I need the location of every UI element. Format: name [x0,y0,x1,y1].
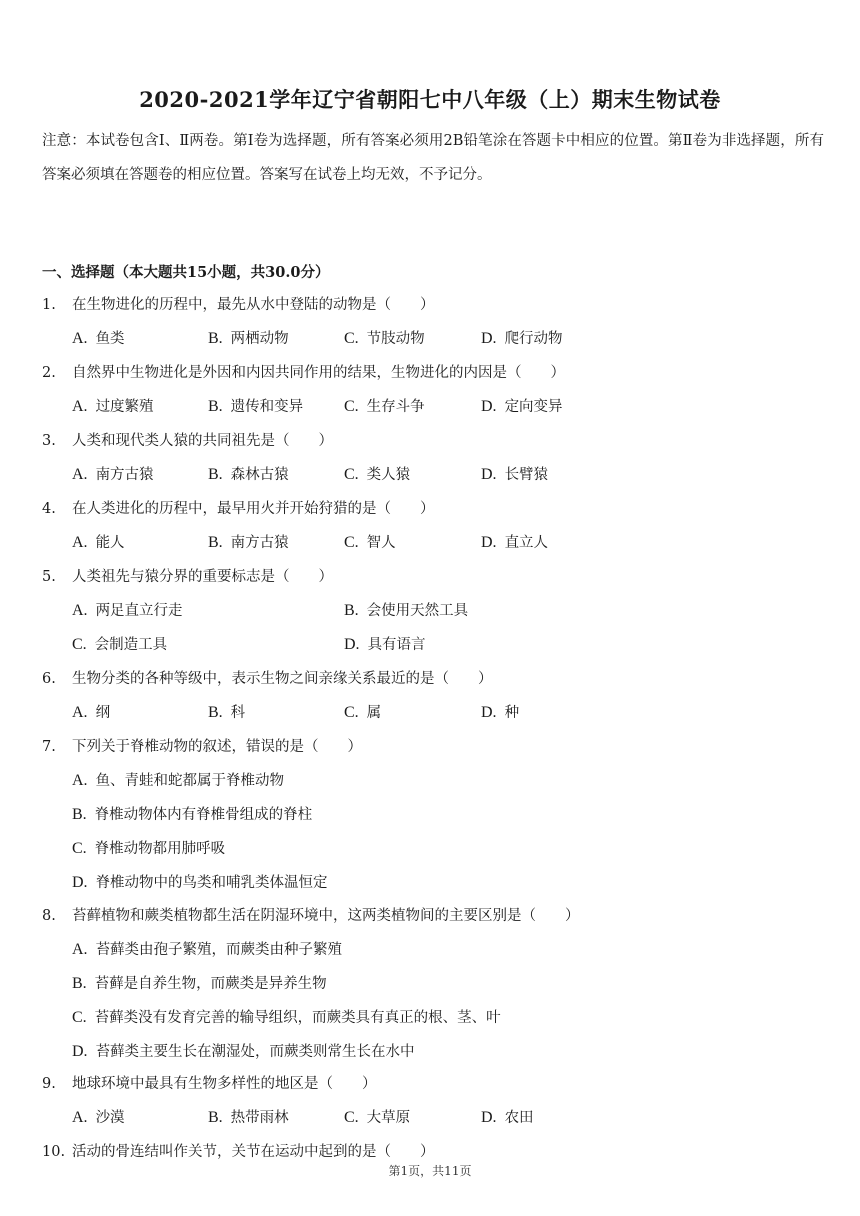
option-text: 脊椎动物中的鸟类和哺乳类体温恒定 [95,875,328,891]
question-number: 10. [42,1144,66,1160]
question [42,1067,832,1101]
option [481,458,548,492]
option [72,798,312,832]
option [344,526,396,560]
option-letter: B. [208,1109,223,1126]
option [481,322,563,356]
option [72,458,154,492]
option-text: 森林古猿 [230,467,289,483]
option-letter: C. [344,534,359,551]
option-letter: D. [481,1109,497,1126]
question [42,560,832,594]
option-text: 鱼类 [95,331,125,347]
option [72,1001,501,1035]
option-text: 苔藓类由孢子繁殖，而蕨类由种子繁殖 [95,942,343,958]
question-number: 3. [42,433,56,449]
page-footer: 第1页，共11页 [388,1164,472,1178]
option-letter: B. [208,398,223,415]
option [72,322,125,356]
option-letter: D. [481,534,497,551]
option-text: 智人 [366,535,396,551]
question-number: 6. [42,671,56,687]
option-letter: C. [344,330,359,347]
option [344,696,381,730]
question-text: 在生物进化的历程中，最先从水中登陆的动物是（ ） [72,297,435,313]
option-text: 属 [366,705,382,721]
option-letter: D. [481,466,497,483]
question [42,730,832,764]
question-text: 苔藓植物和蕨类植物都生活在阴湿环境中，这两类植物间的主要区别是（ ） [72,908,580,924]
option-letter: C. [72,636,87,653]
option-text: 能人 [95,535,125,551]
option [344,628,426,662]
option-text: 类人猿 [366,467,411,483]
option-letter: B. [208,330,223,347]
question-text: 活动的骨连结叫作关节，关节在运动中起到的是（ ） [72,1144,435,1160]
option [208,526,289,560]
question-number: 9. [42,1076,56,1092]
option-letter: B. [208,466,223,483]
option [344,594,468,628]
option-text: 节肢动物 [366,331,425,347]
option [72,967,327,1001]
option-letter: D. [72,874,88,891]
option [344,390,425,424]
option [481,390,563,424]
option-text: 具有语言 [367,637,426,653]
question-text: 人类祖先与猿分界的重要标志是（ ） [72,569,333,585]
option-text: 过度繁殖 [95,399,154,415]
option-letter: D. [344,636,360,653]
question [42,288,832,322]
option-text: 遗传和变异 [230,399,304,415]
option [72,594,183,628]
option-text: 脊椎动物都用肺呼吸 [94,841,226,857]
option [72,1101,125,1135]
option [208,696,245,730]
question [42,662,832,696]
option [208,390,303,424]
option-letter: D. [481,704,497,721]
option-letter: C. [344,466,359,483]
option-letter: B. [72,806,87,823]
option-text: 直立人 [504,535,549,551]
option [72,866,328,900]
option-text: 爬行动物 [504,331,563,347]
option [208,1101,289,1135]
option [481,526,548,560]
option [72,933,342,967]
option-letter: A. [72,1109,88,1126]
option [72,390,154,424]
option-letter: C. [72,1009,87,1026]
exam-notice: 注意：本试卷包含Ⅰ、Ⅱ两卷。第Ⅰ卷为选择题，所有答案必须用2B铅笔涂在答题卡中相应的位置。第Ⅱ卷为非选择题，所有答案必须填在答题卷的相应位置。答案写在试卷上均无效，不予记分。 [42,133,824,183]
option-letter: D. [481,330,497,347]
option-text: 苔藓类没有发育完善的输导组织，而蕨类具有真正的根、茎、叶 [94,1010,501,1026]
option-text: 脊椎动物体内有脊椎骨组成的脊柱 [94,807,313,823]
option [72,526,125,560]
question-number: 8. [42,908,56,924]
option-letter: C. [344,398,359,415]
question-text: 人类和现代类人猿的共同祖先是（ ） [72,433,333,449]
option-letter: A. [72,330,88,347]
option [72,832,225,866]
option-text: 长臂猿 [504,467,549,483]
option-letter: A. [72,466,88,483]
option-text: 生存斗争 [366,399,425,415]
option-letter: D. [72,1043,88,1060]
question [42,899,832,933]
option-text: 热带雨林 [230,1110,289,1126]
page-title: 2020-2021学年辽宁省朝阳七中八年级（上）期末生物试卷 [139,87,721,112]
option-letter: D. [481,398,497,415]
option-text: 苔藓是自养生物，而蕨类是异养生物 [94,976,327,992]
option [344,458,410,492]
option-text: 苔藓类主要生长在潮湿处，而蕨类则常生长在水中 [95,1044,415,1060]
option-text: 科 [230,705,246,721]
question [42,356,832,390]
option [344,322,425,356]
option-letter: A. [72,704,88,721]
option-text: 农田 [504,1110,534,1126]
question-number: 7. [42,739,56,755]
question-text: 地球环境中最具有生物多样性的地区是（ ） [72,1076,377,1092]
question-text: 下列关于脊椎动物的叙述，错误的是（ ） [72,739,362,755]
option-letter: B. [208,704,223,721]
option-text: 会制造工具 [94,637,168,653]
option-letter: C. [344,1109,359,1126]
option [481,1101,534,1135]
question-number: 2. [42,365,56,381]
option-letter: A. [72,602,88,619]
option-text: 纲 [95,705,111,721]
option-text: 鱼、青蛙和蛇都属于脊椎动物 [95,773,285,789]
option-letter: B. [208,534,223,551]
question-text: 生物分类的各种等级中，表示生物之间亲缘关系最近的是（ ） [72,671,493,687]
question-text: 自然界中生物进化是外因和内因共同作用的结果，生物进化的内因是（ ） [72,365,565,381]
question-number: 4. [42,501,56,517]
option-letter: A. [72,941,88,958]
option-letter: C. [344,704,359,721]
question [42,424,832,458]
option-letter: A. [72,398,88,415]
option-letter: B. [344,602,359,619]
option-letter: A. [72,772,88,789]
option [72,696,110,730]
question-text: 在人类进化的历程中，最早用火并开始狩猎的是（ ） [72,501,435,517]
option-text: 两足直立行走 [95,603,183,619]
option-letter: C. [72,840,87,857]
option-letter: B. [72,975,87,992]
option [481,696,519,730]
option-text: 定向变异 [504,399,563,415]
option [208,458,289,492]
section-title: 一、选择题（本大题共15小题，共30.0分） [42,264,330,281]
question [42,492,832,526]
option [72,1035,415,1069]
option-text: 两栖动物 [230,331,289,347]
option-text: 南方古猿 [230,535,289,551]
option [208,322,289,356]
option [72,628,167,662]
option-text: 沙漠 [95,1110,125,1126]
option [72,764,284,798]
option-text: 南方古猿 [95,467,154,483]
option-text: 大草原 [366,1110,411,1126]
question-number: 1. [42,297,56,313]
question-number: 5. [42,569,56,585]
option-text: 会使用天然工具 [366,603,469,619]
option-text: 种 [504,705,520,721]
option [344,1101,410,1135]
option-letter: A. [72,534,88,551]
